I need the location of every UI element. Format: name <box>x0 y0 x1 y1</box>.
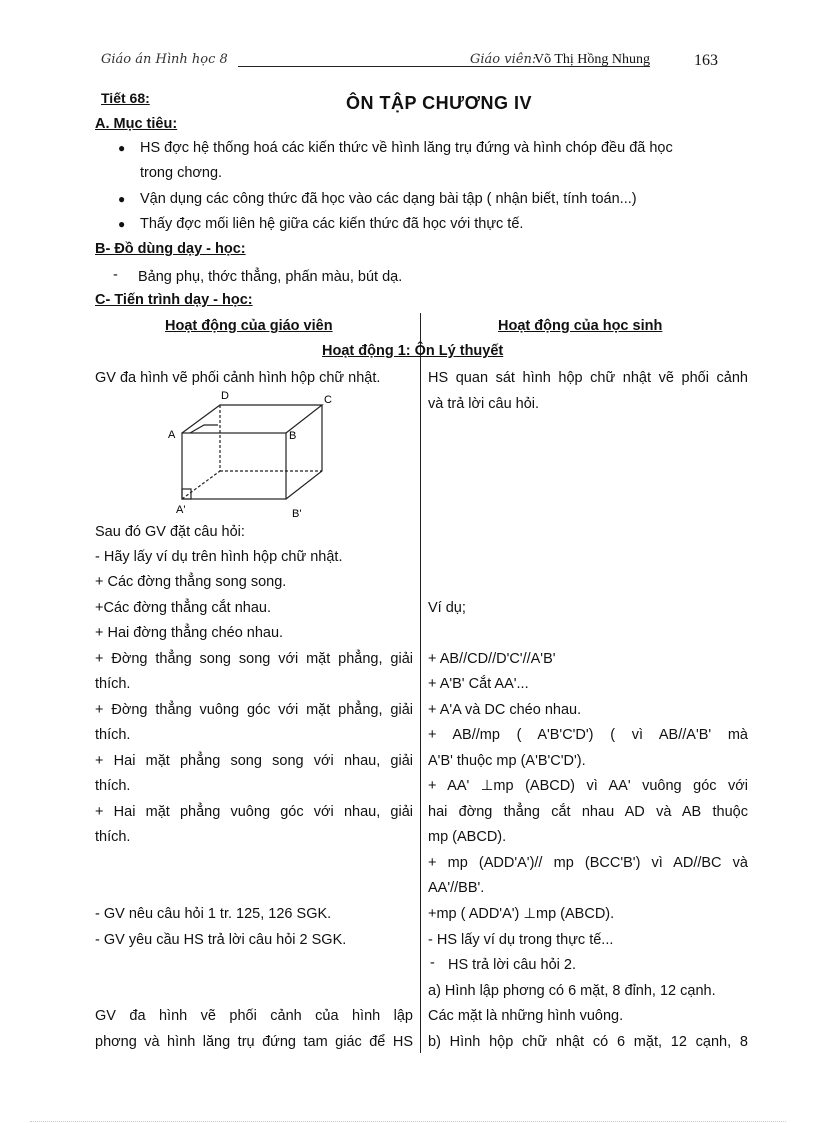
teacher-line: + Hai mặt phẳng song song với nhau, giải <box>95 753 413 769</box>
col-teacher-header: Hoạt động của giáo viên <box>165 318 333 334</box>
teacher-line: - Hãy lấy ví dụ trên hình hộp chữ nhật. <box>95 549 343 565</box>
student-line: Các mặt là những hình vuông. <box>428 1008 624 1024</box>
page-bottom-rule <box>30 1121 786 1122</box>
teacher-line: thích. <box>95 829 131 845</box>
dash-icon: - <box>430 955 435 971</box>
student-line: A'B' thuộc mp (A'B'C'D'). <box>428 753 586 769</box>
student-line: AA'//BB'. <box>428 880 485 896</box>
page-number: 163 <box>694 52 718 69</box>
teacher-line: + Các đờng thẳng song song. <box>95 574 287 590</box>
teacher-line: phơng và hình lăng trụ đứng tam giác để HS <box>95 1034 413 1050</box>
activity-title: Hoạt động 1: Ôn Lý thuyết <box>322 343 504 359</box>
student-line: + A'B' Cắt AA'... <box>428 676 529 692</box>
header-subject: Giáo án Hình học 8 <box>101 52 228 67</box>
label-B-prime: B' <box>292 508 302 520</box>
lesson-label: Tiết 68: <box>101 90 150 106</box>
student-line: hai đờng thẳng cắt nhau AD và AB thuộc <box>428 804 748 820</box>
bullet-icon: ● <box>118 141 126 155</box>
student-line: a) Hình lập phơng có 6 mặt, 8 đỉnh, 12 cạnh. <box>428 983 716 999</box>
label-A-prime: A' <box>176 504 186 516</box>
angle-mark <box>190 425 218 433</box>
teacher-intro: GV đa hình vẽ phối cảnh hình hộp chữ nhật. <box>95 370 381 386</box>
label-D: D <box>221 390 229 402</box>
label-A: A <box>168 429 176 441</box>
teacher-line: Sau đó GV đặt câu hỏi: <box>95 524 245 540</box>
objective-line-1: HS đợc hệ thống hoá các kiến thức về hình lăng trụ đứng và hình chóp đều đã học <box>140 140 673 156</box>
header-teacher-label: Giáo viên: <box>470 52 537 67</box>
objective-line-3: Vận dụng các công thức đã học vào các dạng bài tập ( nhận biết, tính toán...) <box>140 191 637 207</box>
student-line: + AB//mp ( A'B'C'D') ( vì AB//A'B' mà <box>428 727 748 743</box>
teacher-line: + Đờng thẳng vuông góc với mặt phẳng, giải <box>95 702 413 718</box>
teacher-line: thích. <box>95 676 131 692</box>
label-C: C <box>324 394 332 406</box>
top-face <box>182 405 322 433</box>
dash-icon: - <box>113 267 118 283</box>
teacher-line: + Đờng thẳng song song với mặt phẳng, giải <box>95 651 413 667</box>
student-line: + mp (ADD'A')// mp (BCC'B') vì AD//BC và <box>428 855 748 871</box>
teacher-line: +Các đờng thẳng cắt nhau. <box>95 600 271 616</box>
teacher-question-2: - GV yêu cầu HS trả lời câu hỏi 2 SGK. <box>95 932 347 948</box>
student-line: Ví dụ; <box>428 600 466 616</box>
materials-item: Bảng phụ, thớc thẳng, phấn màu, bút dạ. <box>138 269 403 285</box>
box-figure <box>160 385 340 520</box>
hidden-edge <box>182 471 220 499</box>
teacher-question-1: - GV nêu câu hỏi 1 tr. 125, 126 SGK. <box>95 906 332 922</box>
bullet-icon: ● <box>118 192 126 206</box>
column-divider <box>420 313 421 1053</box>
teacher-line: + Hai mặt phẳng vuông góc với nhau, giải <box>95 804 413 820</box>
student-intro-2: và trả lời câu hỏi. <box>428 396 540 412</box>
section-a-heading: A. Mục tiêu: <box>95 116 178 132</box>
bullet-icon: ● <box>118 217 126 231</box>
student-line: mp (ABCD). <box>428 829 507 845</box>
section-c-heading: C- Tiến trình dạy - học: <box>95 292 253 308</box>
section-b-heading: B- Đồ dùng dạy - học: <box>95 241 246 257</box>
student-line: + AA' ⊥mp (ABCD) vì AA' vuông góc với <box>428 778 748 794</box>
header-teacher-name: Võ Thị Hồng Nhung <box>534 52 651 67</box>
student-line: + A'A và DC chéo nhau. <box>428 702 582 718</box>
teacher-line: + Hai đờng thẳng chéo nhau. <box>95 625 284 641</box>
objective-line-2: trong chơng. <box>140 165 223 181</box>
teacher-line: thích. <box>95 727 131 743</box>
student-line: b) Hình hộp chữ nhật có 6 mặt, 12 cạnh, 8 <box>428 1034 748 1050</box>
teacher-line: GV đa hình vẽ phối cảnh của hình lập <box>95 1008 413 1024</box>
page-title: ÔN TẬP CHƯƠNG IV <box>346 93 532 113</box>
col-student-header: Hoạt động của học sinh <box>498 318 663 334</box>
teacher-line: thích. <box>95 778 131 794</box>
student-line: HS trả lời câu hỏi 2. <box>448 957 576 973</box>
label-B: B <box>289 430 297 442</box>
student-line: - HS lấy ví dụ trong thực tế... <box>428 932 614 948</box>
front-face <box>182 433 286 499</box>
student-line: + AB//CD//D'C'//A'B' <box>428 651 556 667</box>
student-intro-1: HS quan sát hình hộp chữ nhật vẽ phối cảnh <box>428 370 748 386</box>
objective-line-4: Thấy đợc mối liên hệ giữa các kiến thức đã học với thực tế. <box>140 216 524 232</box>
student-line: +mp ( ADD'A') ⊥mp (ABCD). <box>428 906 615 922</box>
